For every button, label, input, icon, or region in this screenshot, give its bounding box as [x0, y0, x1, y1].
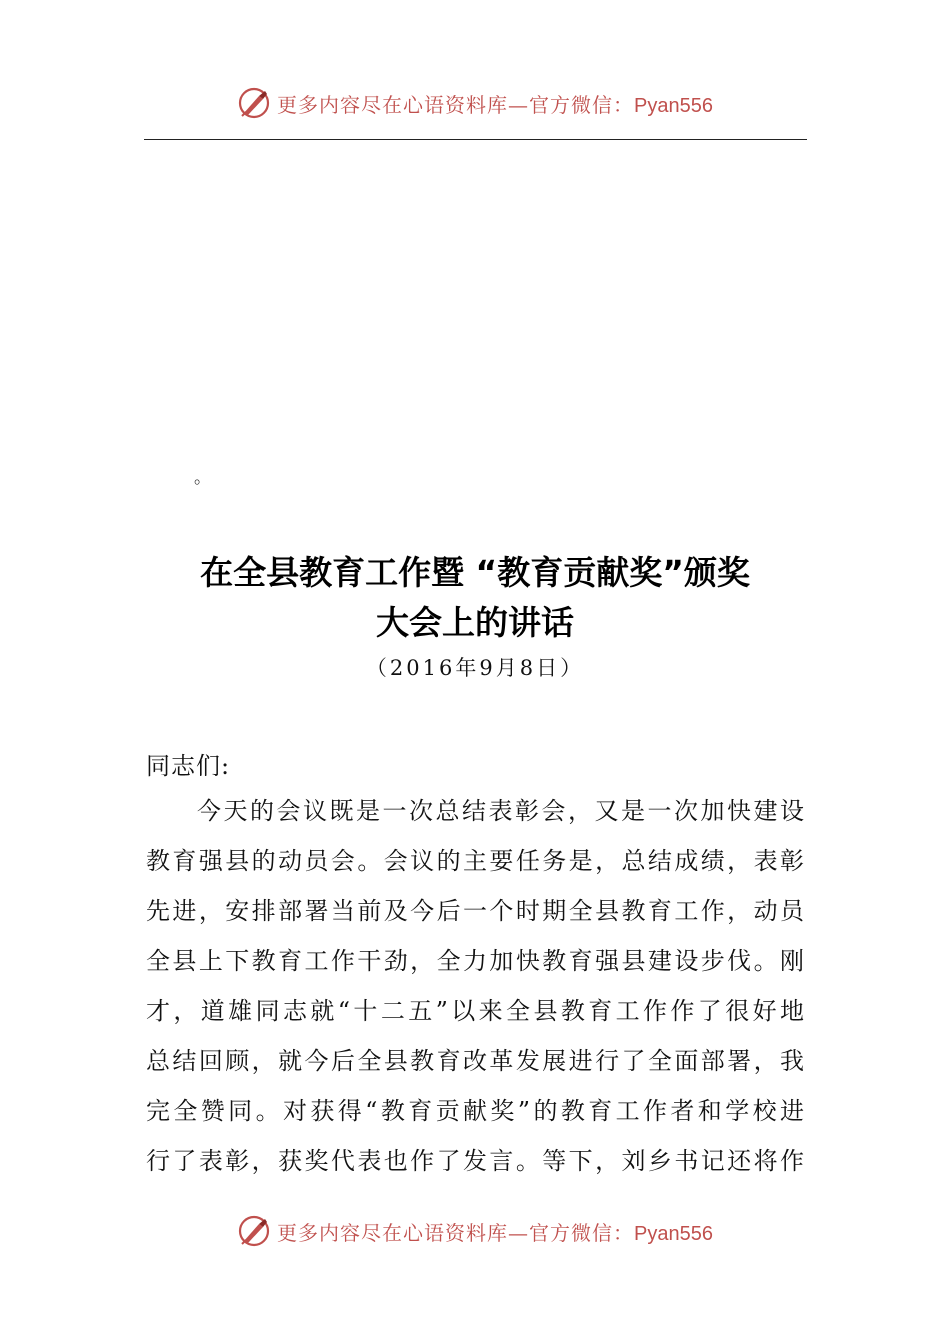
body-line: 今天的会议既是一次总结表彰会，又是一次加快建设	[197, 797, 804, 825]
header-divider	[144, 139, 807, 140]
body-line: 完全赞同。对获得“教育贡献奖”的教育工作者和学校进	[146, 1097, 804, 1125]
salutation: 同志们:	[146, 752, 231, 780]
body-line: 行了表彰，获奖代表也作了发言。等下，刘乡书记还将作	[146, 1147, 804, 1175]
watermark-banner-top	[0, 83, 950, 123]
stray-mark: 。	[194, 468, 211, 488]
watermark-banner-bottom	[0, 1211, 950, 1251]
document-title-line-2: 大会上的讲话	[376, 603, 574, 642]
pen-logo-icon	[237, 86, 271, 120]
document-date: （2016年9月8日）	[365, 656, 585, 680]
body-line: 总结回顾，就今后全县教育改革发展进行了全面部署，我	[146, 1047, 804, 1075]
watermark-text: 更多内容尽在心语资料库—官方微信：Pyan556	[277, 1220, 713, 1245]
document-title-line-1: 在全县教育工作暨 “教育贡献奖”颁奖	[200, 553, 750, 592]
body-line: 先进，安排部署当前及今后一个时期全县教育工作，动员	[146, 897, 804, 925]
pen-logo-icon	[237, 1214, 271, 1248]
body-line: 教育强县的动员会。会议的主要任务是，总结成绩，表彰	[146, 847, 804, 875]
body-line: 全县上下教育工作干劲，全力加快教育强县建设步伐。刚	[146, 947, 804, 975]
body-line: 才，道雄同志就“十二五”以来全县教育工作作了很好地	[146, 997, 804, 1025]
watermark-text: 更多内容尽在心语资料库—官方微信：Pyan556	[277, 92, 713, 117]
